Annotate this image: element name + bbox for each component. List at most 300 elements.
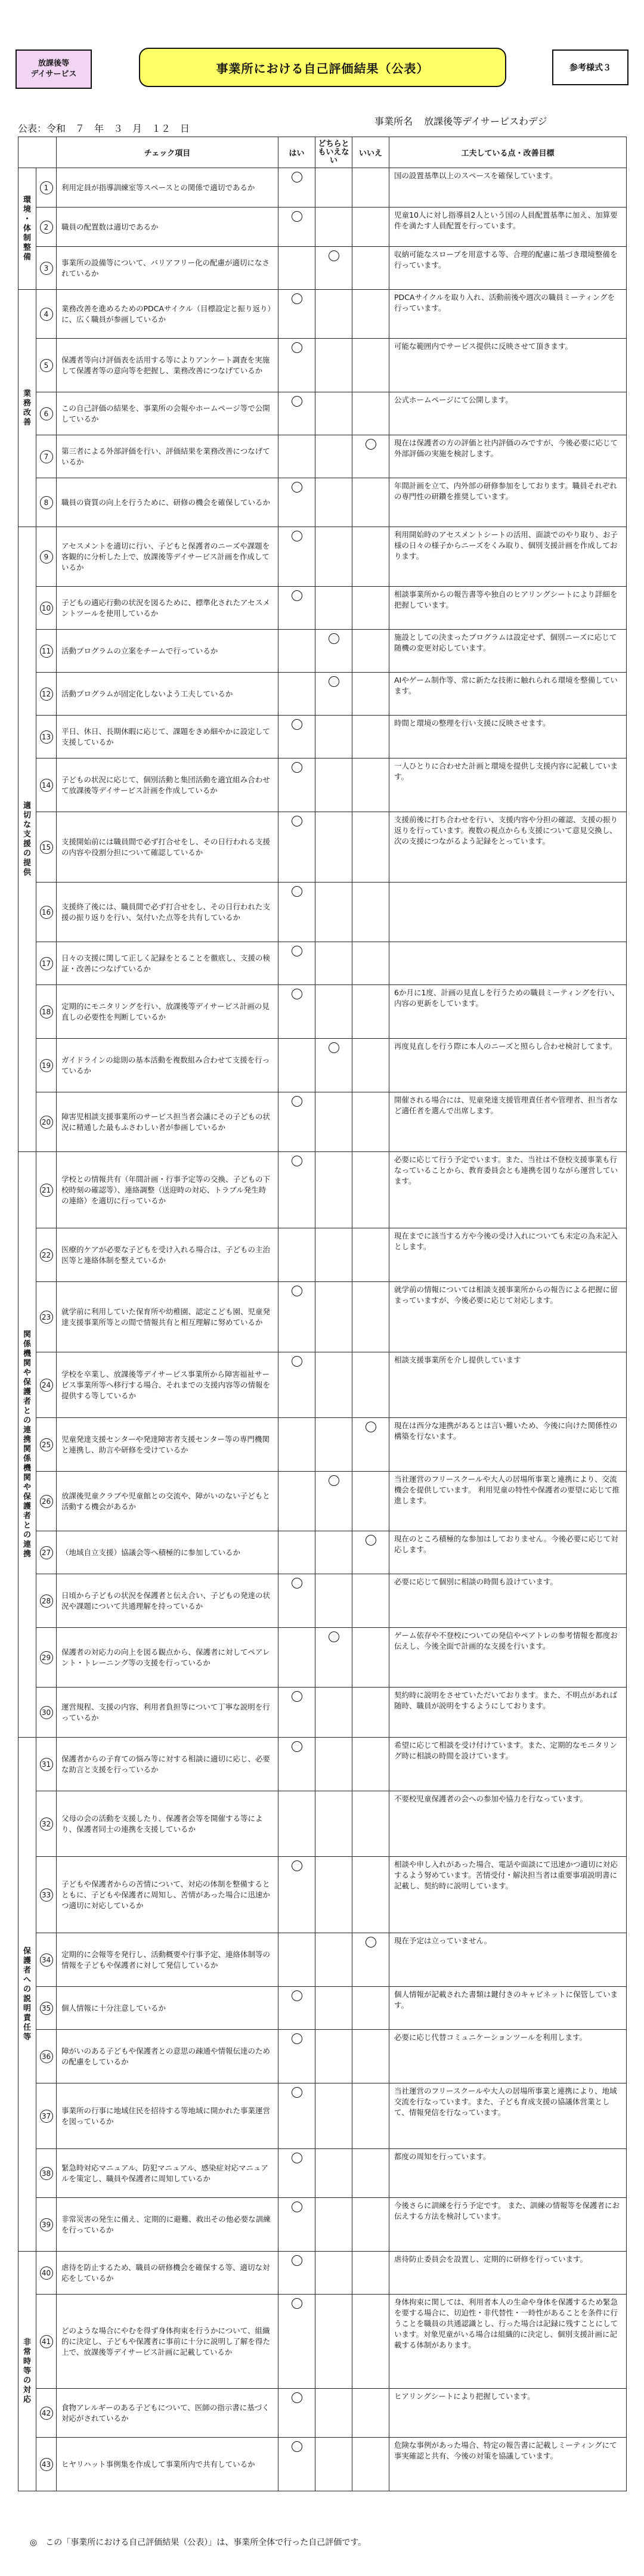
answer-no-cell [352,1472,389,1531]
circle-mark-icon [366,1937,376,1948]
item-number-circle: 11 [40,645,53,658]
table-row [18,812,627,883]
circle-mark-icon [292,531,302,541]
answer-yes-cell [278,1688,315,1738]
answer-neither-cell [315,2295,352,2389]
check-item: 職員の配置数は適切であるか [57,208,278,247]
circle-mark-icon [292,946,302,956]
answer-yes-cell [278,527,315,587]
item-number [36,1987,57,2030]
table-row [18,2083,627,2149]
answer-no-cell [352,1987,389,2030]
answer-no-cell [352,1688,389,1738]
answer-yes-cell [278,1738,315,1791]
improvement-note: 希望に応じて相談を受け付けています。また、定期的なモニタリング時に相談の時間を設けています。 [389,1738,627,1791]
item-number [36,1418,57,1472]
answer-neither-cell [315,1688,352,1738]
item-number [36,527,57,587]
answer-yes-cell [278,1228,315,1282]
check-item: 保護者等向け評価表を活用する等によりアンケート調査を実施して保護者等の意向等を把握し、業務改善につなげているか [57,339,278,392]
answer-neither-cell [315,1418,352,1472]
item-number [36,1791,57,1857]
check-item: ガイドラインの総則の基本活動を複数組み合わせて支援を行っているか [57,1039,278,1092]
answer-yes-cell [278,1791,315,1857]
improvement-note: 時間と環境の整理を行い支援に反映させます。 [389,716,627,758]
improvement-note: 施設としての決まったプログラムは設定せず、個別ニーズに応じて随機の変更対応しています。 [389,630,627,673]
answer-neither-cell [315,1472,352,1531]
answer-neither-cell [315,1282,352,1352]
item-number [36,2198,57,2252]
item-number [36,673,57,716]
table-row [18,2438,627,2491]
improvement-note: ゲーム依存や不登校についての発信やペアトレの参考情報を都度お伝えし、今後全面で計画的な支援を行います。 [389,1628,627,1688]
table-row [18,673,627,716]
answer-yes-cell [278,1418,315,1472]
item-number [36,985,57,1039]
item-number [36,1688,57,1738]
circle-mark-icon [292,1356,302,1367]
answer-yes-cell [278,1282,315,1352]
item-number-circle: 32 [40,1818,53,1831]
header-yes: はい [278,137,315,168]
check-item: どのような場合にやむを得ず身体拘束を行うかについて、組織的に決定し、子どもや保護者に事前に十分に説明し了解を得た上で、放課後等デイサービス計画に記載しているか [57,2295,278,2389]
table-row [18,2389,627,2438]
circle-mark-icon [292,719,302,730]
item-number-circle: 2 [40,221,53,234]
improvement-note [389,942,627,985]
table-row [18,716,627,758]
improvement-note: 可能な範囲内でサービス提供に反映させて頂きます。 [389,339,627,392]
item-number-circle: 15 [40,841,53,854]
answer-yes-cell [278,2389,315,2438]
answer-no-cell [352,435,389,478]
item-number-circle: 20 [40,1116,53,1129]
answer-yes-cell [278,1152,315,1228]
answer-yes-cell [278,435,315,478]
table-row [18,1738,627,1791]
check-item: 放課後児童クラブや児童館との交流や、障がいのない子どもと活動する機会があるか [57,1472,278,1531]
answer-neither-cell [315,435,352,478]
improvement-note: 現在までに該当する方や今後の受け入れについても未定の為未記入とします。 [389,1228,627,1282]
check-item: 平日、休日、長期休暇に応じて、課題をきめ細やかに設定して支援しているか [57,716,278,758]
item-number-circle: 1 [40,181,53,194]
item-number [36,587,57,630]
header-note: 工夫している点・改善目標 [389,137,627,168]
answer-yes-cell [278,1933,315,1987]
improvement-note: 現在のところ積極的な参加はしておりません。今後必要に応じて対応します。 [389,1531,627,1574]
answer-neither-cell [315,527,352,587]
item-number-circle: 10 [40,602,53,615]
table-body [18,168,627,2491]
item-number-circle: 38 [40,2167,53,2180]
improvement-note: PDCAサイクルを取り入れ、活動前後や週次の職員ミーティングを行っています。 [389,290,627,339]
circle-mark-icon [292,2153,302,2163]
check-item: 利用定員が指導訓練室等スペースとの関係で適切であるか [57,168,278,208]
answer-no-cell [352,2030,389,2083]
circle-mark-icon [292,1741,302,1752]
answer-no-cell [352,2389,389,2438]
circle-mark-icon [292,2298,302,2309]
check-item: 定期的に会報等を発行し、活動概要や行事予定、連絡体制等の情報を子どもや保護者に対して発信しているか [57,1933,278,1987]
table-row [18,2198,627,2252]
facility-name: 放課後等デイサービスわデジ [424,116,547,127]
table-row [18,1352,627,1418]
table-row [18,1282,627,1352]
answer-no-cell [352,1531,389,1574]
circle-mark-icon [292,989,302,999]
answer-yes-cell [278,673,315,716]
item-number-circle: 43 [40,2458,53,2471]
improvement-note: 現在は西分な連携があるとは言い難いため、今後に向けた関係性の構築を行ないます。 [389,1418,627,1472]
check-item: アセスメントを適切に行い、子どもと保護者のニーズや課題を客観的に分析した上で、放課後等デイサービス計画を作成しているか [57,527,278,587]
table-row [18,290,627,339]
answer-yes-cell [278,392,315,435]
answer-neither-cell [315,2030,352,2083]
item-number [36,2438,57,2491]
circle-mark-icon [329,250,339,261]
item-number [36,1933,57,1987]
item-number [36,883,57,942]
answer-yes-cell [278,478,315,527]
check-item: 子どもの状況に応じて、個別活動と集団活動を適宜組み合わせて放課後等デイサービス計画を作成しているか [57,758,278,812]
answer-neither-cell [315,1152,352,1228]
answer-no-cell [352,527,389,587]
table-row [18,247,627,290]
check-item: 学校との情報共有（年間計画・行事予定等の交換、子どもの下校時刻の確認等）、連絡調整（送迎時の対応、トラブル発生時の連絡）を適切に行っているか [57,1152,278,1228]
answer-no-cell [352,478,389,527]
check-item: 保護者からの子育ての悩み等に対する相談に適切に応じ、必要な助言と支援を行っているか [57,1738,278,1791]
category-label: 業 務 改 善 [18,290,36,527]
improvement-note: 当社運営のフリースクールや大人の居場所事業と連携により、交流機会を提供しています。 利用児童の特性や保護者の要望に応じて推進します。 [389,1472,627,1531]
item-number [36,435,57,478]
answer-neither-cell [315,2438,352,2491]
answer-yes-cell [278,1574,315,1628]
check-item: 虐待を防止するため、職員の研修機会を確保する等、適切な対応をしているか [57,2252,278,2295]
answer-no-cell [352,1152,389,1228]
improvement-note: 当社運営のフリースクールや大人の居場所事業と連携により、地域交流を行なっています。また、子ども育成支援の協議体営業として、情報発信を行なっています。 [389,2083,627,2149]
check-item: 事業所の行事に地域住民を招待する等地域に開かれた事業運営を図っているか [57,2083,278,2149]
answer-no-cell [352,392,389,435]
answer-neither-cell [315,1092,352,1152]
improvement-note: 必要に応じて個別に相談の時間も設けています。 [389,1574,627,1628]
table-row [18,942,627,985]
table-row [18,527,627,587]
answer-no-cell [352,1418,389,1472]
item-number [36,1152,57,1228]
answer-neither-cell [315,673,352,716]
answer-yes-cell [278,168,315,208]
circle-mark-icon [292,2033,302,2044]
answer-no-cell [352,1857,389,1933]
improvement-note: 危険な事例があった場合、特定の報告書に記載しミーティングにて事実確認と共有、今後の対策を協議しています。 [389,2438,627,2491]
improvement-note: 今後さらに訓練を行う予定です。 また、訓練の情報等を保護者にお伝えする方法を検討しています。 [389,2198,627,2252]
item-number [36,247,57,290]
improvement-note: 支援前後に打ち合わせを行い、支援内容や分担の確認、支援の振り返りを行っています。複数の視点からも支援について意見交換し、次の支援につながるよう記録をとっています。 [389,812,627,883]
table-row [18,1418,627,1472]
item-number [36,392,57,435]
answer-no-cell [352,2083,389,2149]
answer-yes-cell [278,942,315,985]
improvement-note: 虐待防止委員会を設置し、定期的に研修を行っています。 [389,2252,627,2295]
item-number [36,1857,57,1933]
improvement-note: 6か月に1度、計画の見直しを行うための職員ミーティングを行い、内容の更新をしています。 [389,985,627,1039]
badge-line-2: デイサービス [30,70,77,79]
check-item: 日々の支援に関して正しく記録をとることを徹底し、支援の検証・改善につなげているか [57,942,278,985]
item-number [36,716,57,758]
answer-neither-cell [315,1574,352,1628]
circle-mark-icon [292,2087,302,2098]
category-label: 非 常 時 等 の 対 応 [18,2252,36,2491]
circle-mark-icon [292,1578,302,1589]
item-number [36,1628,57,1688]
item-number [36,290,57,339]
answer-neither-cell [315,1039,352,1092]
check-item: 事業所の設備等について、バリアフリー化の配慮が適切になされているか [57,247,278,290]
table-row [18,339,627,392]
table-row [18,1791,627,1857]
answer-neither-cell [315,1228,352,1282]
table-row [18,1531,627,1574]
item-number [36,339,57,392]
answer-yes-cell [278,1352,315,1418]
answer-yes-cell [278,2252,315,2295]
check-item: 学校を卒業し、放課後等デイサービス事業所から障害福祉サービス事業所等へ移行する場合、それまでの支援内容等の情報を提供する等しているか [57,1352,278,1418]
circle-mark-icon [292,2255,302,2266]
item-number [36,1352,57,1418]
circle-mark-icon [292,172,302,182]
answer-yes-cell [278,1039,315,1092]
improvement-note: 就学前の情報については相談支援事業所からの報告による把握に留まっていますが、今後必要に応じて対応します。 [389,1282,627,1352]
item-number [36,478,57,527]
item-number-circle: 41 [40,2335,53,2348]
answer-neither-cell [315,290,352,339]
check-item: 障がいのある子どもや保護者との意思の疎通や情報伝達のための配慮をしているか [57,2030,278,2083]
answer-neither-cell [315,168,352,208]
page-title: 事業所における自己評価結果（公表） [139,48,506,87]
table-row [18,2149,627,2198]
circle-mark-icon [292,816,302,826]
improvement-note: 収納可能なスロープを用意する等、合理的配慮に基づき環境整備を行っています。 [389,247,627,290]
item-number-circle: 26 [40,1495,53,1508]
answer-no-cell [352,716,389,758]
item-number [36,2252,57,2295]
answer-no-cell [352,168,389,208]
item-number [36,2295,57,2389]
circle-mark-icon [292,1096,302,1107]
answer-no-cell [352,1933,389,1987]
answer-neither-cell [315,392,352,435]
item-number-circle: 18 [40,1005,53,1018]
check-item: 医療的ケアが必要な子どもを受け入れる場合は、子どもの主治医等と連絡体制を整えているか [57,1228,278,1282]
answer-yes-cell [278,1628,315,1688]
circle-mark-icon [292,396,302,407]
category-label: 適 切 な 支 援 の 提 供 [18,527,36,1152]
circle-mark-icon [329,1631,339,1642]
table-row [18,1857,627,1933]
answer-no-cell [352,2438,389,2491]
facility-label: 事業所名 [374,116,413,127]
answer-neither-cell [315,985,352,1039]
answer-no-cell [352,758,389,812]
table-row [18,2295,627,2389]
answer-neither-cell [315,587,352,630]
check-item: この自己評価の結果を、事業所の会報やホームページ等で公開しているか [57,392,278,435]
improvement-note: 相談支援事業所を介し提供しています [389,1352,627,1418]
item-number-circle: 42 [40,2407,53,2420]
answer-yes-cell [278,290,315,339]
improvement-note: ヒアリングシートにより把握しています。 [389,2389,627,2438]
answer-yes-cell [278,1092,315,1152]
item-number [36,2083,57,2149]
improvement-note: 都度の周知を行っています。 [389,2149,627,2198]
answer-yes-cell [278,247,315,290]
item-number [36,1574,57,1628]
circle-mark-icon [292,342,302,353]
answer-neither-cell [315,2252,352,2295]
item-number-circle: 29 [40,1651,53,1664]
check-item: 就学前に利用していた保育所や幼稚園、認定こども園、児童発達支援事業所等との間で情報共有と相互理解に努めているか [57,1282,278,1352]
circle-mark-icon [292,293,302,304]
answer-neither-cell [315,2083,352,2149]
table-row [18,1987,627,2030]
item-number-circle: 35 [40,2002,53,2015]
answer-neither-cell [315,1628,352,1688]
table-row [18,2252,627,2295]
answer-neither-cell [315,758,352,812]
table-row [18,2030,627,2083]
item-number [36,812,57,883]
table-row [18,208,627,247]
improvement-note: 公式ホームページにて公開します。 [389,392,627,435]
improvement-note [389,883,627,942]
table-row [18,587,627,630]
category-label: 保 護 者 へ の 説 明 責 任 等 [18,1738,36,2252]
header-neither: どちらともいえない [315,137,352,168]
improvement-note: AIやゲーム制作等、常に新たな技術に触れられる環境を整備しています。 [389,673,627,716]
circle-mark-icon [329,1475,339,1486]
item-number [36,1738,57,1791]
circle-mark-icon [292,2441,302,2452]
improvement-note: 現在は保護者の方の評価と社内評価のみですが、今後必要に応じて外部評価の実施を検討します。 [389,435,627,478]
check-item: 父母の会の活動を支援したり、保護者会等を開催する等により、保護者同士の連携を支援しているか [57,1791,278,1857]
circle-mark-icon [292,1286,302,1296]
check-item: ヒヤリハット事例集を作成して事業所内で共有しているか [57,2438,278,2491]
table-row [18,1152,627,1228]
item-number-circle: 30 [40,1706,53,1719]
check-item: 緊急時対応マニュアル、防犯マニュアル、感染症対応マニュアルを策定し、職員や保護者に周知しているか [57,2149,278,2198]
check-item: 児童発達支援センターや発達障害者支援センター等の専門機関と連携し、助言や研修を受けているか [57,1418,278,1472]
category-label: 関 係 機 関 や 保 護 者 と の 連 携 関 係 機 関 や 保 護 者 と の 連 携 [18,1152,36,1738]
answer-no-cell [352,630,389,673]
circle-mark-icon [366,1535,376,1546]
table-row [18,883,627,942]
item-number [36,942,57,985]
answer-yes-cell [278,1531,315,1574]
item-number [36,1092,57,1152]
item-number-circle: 8 [40,496,53,509]
badge-line-1: 放課後等 [38,59,69,68]
circle-mark-icon [292,482,302,493]
check-item: 非常災害の発生に備え、定期的に避難、救出その他必要な訓練を行っているか [57,2198,278,2252]
circle-mark-icon [292,1156,302,1166]
answer-yes-cell [278,985,315,1039]
table-row [18,1933,627,1987]
header-blank [18,137,57,168]
circle-mark-icon [292,1860,302,1871]
answer-neither-cell [315,1352,352,1418]
improvement-note: 現在予定は立っていません。 [389,1933,627,1987]
improvement-note: 開催される場合には、児童発達支援管理責任者や管理者、担当者など適任者を選んで出席します。 [389,1092,627,1152]
answer-no-cell [352,290,389,339]
answer-no-cell [352,247,389,290]
table-row [18,758,627,812]
category-label: 環 境 ・ 体 制 整 備 [18,168,36,290]
table-row [18,1092,627,1152]
circle-mark-icon [292,2392,302,2403]
table-row [18,1228,627,1282]
check-item: 保護者の対応力の向上を図る観点から、保護者に対してペアレント・トレーニング等の支援を行っているか [57,1628,278,1688]
table-row [18,630,627,673]
improvement-note: 不要校児童保護者の会への参加や協力を行なっています。 [389,1791,627,1857]
table-row [18,392,627,435]
answer-neither-cell [315,1933,352,1987]
answer-neither-cell [315,812,352,883]
answer-neither-cell [315,1987,352,2030]
item-number-circle: 23 [40,1311,53,1324]
check-item: 個人情報に十分注意しているか [57,1987,278,2030]
item-number-circle: 27 [40,1546,53,1559]
table-row [18,1039,627,1092]
improvement-note: 利用開始時のアセスメントシートの活用、面談でのやり取り、お子様の日々の様子からニーズをくみ取り、個別支援計画を作成しております。 [389,527,627,587]
improvement-note: 児童10人に対し指導員2人という国の人員配置基準に加え、加算要件を満たす人員配置を行っています。 [389,208,627,247]
answer-yes-cell [278,208,315,247]
item-number-circle: 21 [40,1184,53,1197]
item-number [36,1531,57,1574]
check-item: 活動プログラムが固定化しないよう工夫しているか [57,673,278,716]
answer-yes-cell [278,716,315,758]
answer-no-cell [352,985,389,1039]
answer-yes-cell [278,2198,315,2252]
answer-no-cell [352,1039,389,1092]
table-header-row [18,137,627,168]
item-number-circle: 25 [40,1438,53,1451]
answer-yes-cell [278,758,315,812]
item-number-circle: 40 [40,2267,53,2280]
answer-neither-cell [315,339,352,392]
item-number [36,2389,57,2438]
answer-no-cell [352,1282,389,1352]
answer-no-cell [352,1228,389,1282]
check-item: 子どもや保護者からの苦情について、対応の体制を整備するとともに、子どもや保護者に周知し、苦情があった場合に迅速かつ適切に対応しているか [57,1857,278,1933]
table-row [18,1688,627,1738]
circle-mark-icon [292,2202,302,2212]
item-number-circle: 22 [40,1249,53,1262]
answer-neither-cell [315,1738,352,1791]
item-number-circle: 17 [40,957,53,970]
table-row [18,1574,627,1628]
answer-yes-cell [278,1472,315,1531]
answer-neither-cell [315,1857,352,1933]
item-number-circle: 34 [40,1953,53,1967]
form-number: 参考様式３ [552,49,628,85]
check-item: 子どもの適応行動の状況を図るために、標準化されたアセスメントツールを使用しているか [57,587,278,630]
answer-neither-cell [315,942,352,985]
table-row [18,985,627,1039]
answer-neither-cell [315,2198,352,2252]
item-number [36,1282,57,1352]
answer-no-cell [352,2295,389,2389]
answer-no-cell [352,812,389,883]
